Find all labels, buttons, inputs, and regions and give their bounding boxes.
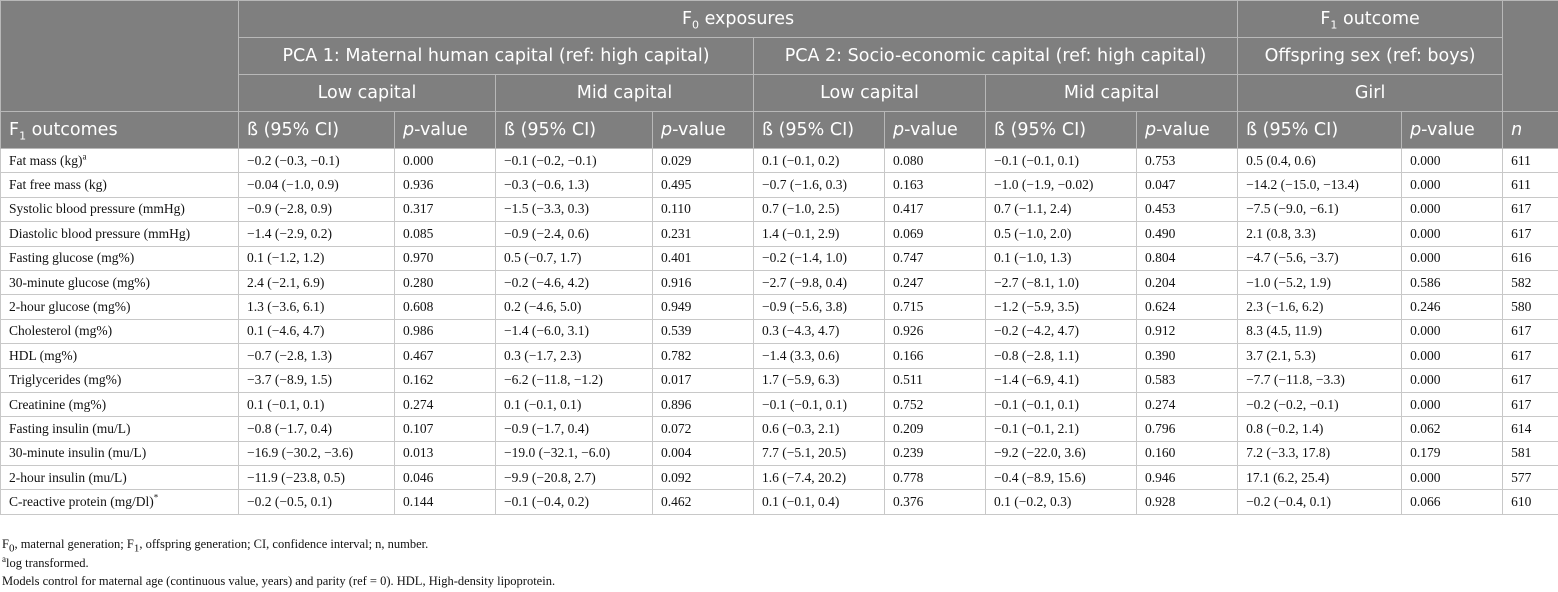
p-value-cell: 0.274 bbox=[395, 392, 496, 416]
footnote-log-transformed: $^a$log transformed. bbox=[2, 553, 89, 570]
beta-ci-cell: −0.2 (−0.5, 0.1) bbox=[239, 490, 395, 514]
beta-ci-cell: −0.8 (−1.7, 0.4) bbox=[239, 417, 395, 441]
beta-ci-cell: −0.4 (−8.9, 15.6) bbox=[986, 466, 1137, 490]
n-column-header: n bbox=[1503, 112, 1558, 149]
outcome-label: Fat mass (kg) bbox=[9, 152, 83, 168]
p-value-cell: 0.000 bbox=[1402, 392, 1503, 416]
beta-ci-cell: −3.7 (−8.9, 1.5) bbox=[239, 368, 395, 392]
outcome-label: Fasting insulin (mu/L) bbox=[9, 420, 131, 436]
outcome-label: C-reactive protein (mg/Dl) bbox=[9, 494, 154, 510]
beta-ci-cell: 0.5 (0.4, 0.6) bbox=[1238, 149, 1402, 173]
outcome-label-cell bbox=[1, 197, 239, 221]
beta-ci-cell: −0.8 (−2.8, 1.1) bbox=[986, 344, 1137, 368]
p-value-cell: 0.231 bbox=[653, 222, 754, 246]
beta-ci-cell: 1.4 (−0.1, 2.9) bbox=[754, 222, 885, 246]
f1-outcomes-column-header: $F_1$ outcomes bbox=[1, 112, 239, 149]
beta-ci-cell: −7.7 (−11.8, −3.3) bbox=[1238, 368, 1402, 392]
table-row bbox=[1, 270, 1558, 294]
beta-ci-cell: −0.2 (−1.4, 1.0) bbox=[754, 246, 885, 270]
outcome-label-cell bbox=[1, 441, 239, 465]
beta-ci-cell: 0.5 (−0.7, 1.7) bbox=[496, 246, 653, 270]
f1-outcome-header: $F_1$ outcome bbox=[1238, 1, 1503, 38]
beta-ci-cell: 8.3 (4.5, 11.9) bbox=[1238, 319, 1402, 343]
p-value-cell: 0.376 bbox=[885, 490, 986, 514]
beta-column-header: ß (95% CI) bbox=[986, 112, 1137, 149]
footnote-marker: * bbox=[153, 492, 159, 503]
outcome-label-cell bbox=[1, 270, 239, 294]
beta-ci-cell: 2.1 (0.8, 3.3) bbox=[1238, 222, 1402, 246]
beta-ci-cell: −0.2 (−4.2, 4.7) bbox=[986, 319, 1137, 343]
beta-ci-cell: −0.1 (−0.4, 0.2) bbox=[496, 490, 653, 514]
n-cell: 580 bbox=[1503, 295, 1558, 319]
p-value-cell: 0.239 bbox=[885, 441, 986, 465]
p-value-cell: 0.163 bbox=[885, 173, 986, 197]
beta-ci-cell: 0.1 (−4.6, 4.7) bbox=[239, 319, 395, 343]
p-value-cell: 0.782 bbox=[653, 344, 754, 368]
p-value-cell: 0.000 bbox=[1402, 466, 1503, 490]
p-value-cell: 0.209 bbox=[885, 417, 986, 441]
beta-ci-cell: −11.9 (−23.8, 0.5) bbox=[239, 466, 395, 490]
p-value-cell: 0.110 bbox=[653, 197, 754, 221]
p-value-cell: 0.004 bbox=[653, 441, 754, 465]
table-row bbox=[1, 466, 1558, 490]
outcome-label-cell bbox=[1, 222, 239, 246]
p-value-cell: 0.949 bbox=[653, 295, 754, 319]
beta-ci-cell: 0.1 (−0.1, 0.1) bbox=[496, 392, 653, 416]
p-value-column-header: p-value bbox=[395, 112, 496, 149]
beta-ci-cell: 0.8 (−0.2, 1.4) bbox=[1238, 417, 1402, 441]
p-value-cell: 0.804 bbox=[1137, 246, 1238, 270]
beta-ci-cell: 0.2 (−4.6, 5.0) bbox=[496, 295, 653, 319]
outcome-label-cell bbox=[1, 417, 239, 441]
beta-ci-cell: −19.0 (−32.1, −6.0) bbox=[496, 441, 653, 465]
p-value-cell: 0.246 bbox=[1402, 295, 1503, 319]
n-cell: 582 bbox=[1503, 270, 1558, 294]
outcome-label: Systolic blood pressure (mmHg) bbox=[9, 201, 185, 217]
p-value-cell: 0.778 bbox=[885, 466, 986, 490]
p-value-cell: 0.162 bbox=[395, 368, 496, 392]
beta-ci-cell: −0.9 (−5.6, 3.8) bbox=[754, 295, 885, 319]
outcome-label: 2-hour insulin (mu/L) bbox=[9, 469, 127, 485]
outcome-label: 2-hour glucose (mg%) bbox=[9, 299, 131, 315]
n-cell: 617 bbox=[1503, 368, 1558, 392]
beta-ci-cell: −1.4 (3.3, 0.6) bbox=[754, 344, 885, 368]
n-cell: 611 bbox=[1503, 149, 1558, 173]
outcome-label-cell bbox=[1, 466, 239, 490]
p-value-cell: 0.752 bbox=[885, 392, 986, 416]
p-value-cell: 0.066 bbox=[1402, 490, 1503, 514]
p-value-cell: 0.000 bbox=[1402, 197, 1503, 221]
table-row bbox=[1, 392, 1558, 416]
p-value-cell: 0.013 bbox=[395, 441, 496, 465]
beta-ci-cell: 17.1 (6.2, 25.4) bbox=[1238, 466, 1402, 490]
beta-ci-cell: −0.9 (−2.8, 0.9) bbox=[239, 197, 395, 221]
beta-ci-cell: 0.6 (−0.3, 2.1) bbox=[754, 417, 885, 441]
pca1-low-capital-header: Low capital bbox=[239, 75, 496, 112]
p-value-cell: 0.072 bbox=[653, 417, 754, 441]
beta-ci-cell: −0.2 (−0.2, −0.1) bbox=[1238, 392, 1402, 416]
p-value-cell: 0.390 bbox=[1137, 344, 1238, 368]
p-value-cell: 0.029 bbox=[653, 149, 754, 173]
p-value-cell: 0.753 bbox=[1137, 149, 1238, 173]
p-value-cell: 0.986 bbox=[395, 319, 496, 343]
p-value-cell: 0.317 bbox=[395, 197, 496, 221]
p-value-cell: 0.796 bbox=[1137, 417, 1238, 441]
p-value-cell: 0.000 bbox=[1402, 222, 1503, 246]
p-value-cell: 0.062 bbox=[1402, 417, 1503, 441]
outcome-label: HDL (mg%) bbox=[9, 347, 78, 363]
p-value-cell: 0.467 bbox=[395, 344, 496, 368]
p-value-cell: 0.624 bbox=[1137, 295, 1238, 319]
outcome-label: Triglycerides (mg%) bbox=[9, 372, 122, 388]
beta-ci-cell: −9.2 (−22.0, 3.6) bbox=[986, 441, 1137, 465]
p-value-cell: 0.495 bbox=[653, 173, 754, 197]
outcome-label-cell bbox=[1, 368, 239, 392]
beta-ci-cell: −14.2 (−15.0, −13.4) bbox=[1238, 173, 1402, 197]
p-value-cell: 0.000 bbox=[1402, 368, 1503, 392]
beta-ci-cell: −0.3 (−0.6, 1.3) bbox=[496, 173, 653, 197]
beta-ci-cell: −2.7 (−9.8, 0.4) bbox=[754, 270, 885, 294]
beta-ci-cell: 0.1 (−1.2, 1.2) bbox=[239, 246, 395, 270]
p-value-cell: 0.085 bbox=[395, 222, 496, 246]
outcome-label-cell bbox=[1, 246, 239, 270]
beta-ci-cell: 0.1 (−0.1, 0.4) bbox=[754, 490, 885, 514]
n-cell: 617 bbox=[1503, 197, 1558, 221]
p-value-cell: 0.069 bbox=[885, 222, 986, 246]
beta-ci-cell: −1.4 (−2.9, 0.2) bbox=[239, 222, 395, 246]
footnote-marker: a bbox=[82, 151, 87, 162]
beta-ci-cell: −0.2 (−0.4, 0.1) bbox=[1238, 490, 1402, 514]
p-value-cell: 0.916 bbox=[653, 270, 754, 294]
p-value-cell: 0.000 bbox=[1402, 319, 1503, 343]
pca2-low-capital-header: Low capital bbox=[754, 75, 986, 112]
table-row bbox=[1, 197, 1558, 221]
beta-ci-cell: −0.1 (−0.1, 2.1) bbox=[986, 417, 1137, 441]
beta-ci-cell: 0.1 (−0.1, 0.2) bbox=[754, 149, 885, 173]
p-value-cell: 0.970 bbox=[395, 246, 496, 270]
beta-ci-cell: −1.4 (−6.9, 4.1) bbox=[986, 368, 1137, 392]
beta-ci-cell: 1.6 (−7.4, 20.2) bbox=[754, 466, 885, 490]
pca2-mid-capital-header: Mid capital bbox=[986, 75, 1238, 112]
table-row bbox=[1, 344, 1558, 368]
outcome-label: Cholesterol (mg%) bbox=[9, 323, 113, 339]
p-value-column-header: p-value bbox=[653, 112, 754, 149]
p-value-cell: 0.080 bbox=[885, 149, 986, 173]
outcome-label-cell bbox=[1, 295, 239, 319]
p-value-cell: 0.092 bbox=[653, 466, 754, 490]
p-value-cell: 0.107 bbox=[395, 417, 496, 441]
beta-ci-cell: 0.5 (−1.0, 2.0) bbox=[986, 222, 1137, 246]
beta-column-header: ß (95% CI) bbox=[754, 112, 885, 149]
p-value-cell: 0.896 bbox=[653, 392, 754, 416]
p-value-cell: 0.583 bbox=[1137, 368, 1238, 392]
p-value-cell: 0.462 bbox=[653, 490, 754, 514]
table-row bbox=[1, 368, 1558, 392]
beta-ci-cell: −16.9 (−30.2, −3.6) bbox=[239, 441, 395, 465]
p-value-cell: 0.000 bbox=[1402, 344, 1503, 368]
beta-ci-cell: −4.7 (−5.6, −3.7) bbox=[1238, 246, 1402, 270]
p-value-cell: 0.204 bbox=[1137, 270, 1238, 294]
p-value-cell: 0.046 bbox=[395, 466, 496, 490]
beta-ci-cell: 3.7 (2.1, 5.3) bbox=[1238, 344, 1402, 368]
p-value-cell: 0.453 bbox=[1137, 197, 1238, 221]
p-value-cell: 0.946 bbox=[1137, 466, 1238, 490]
outcome-label: 30-minute glucose (mg%) bbox=[9, 274, 150, 290]
p-value-cell: 0.747 bbox=[885, 246, 986, 270]
beta-ci-cell: −9.9 (−20.8, 2.7) bbox=[496, 466, 653, 490]
beta-ci-cell: −0.2 (−0.3, −0.1) bbox=[239, 149, 395, 173]
table-row bbox=[1, 246, 1558, 270]
beta-ci-cell: 0.3 (−4.3, 4.7) bbox=[754, 319, 885, 343]
beta-ci-cell: −7.5 (−9.0, −6.1) bbox=[1238, 197, 1402, 221]
beta-ci-cell: 7.7 (−5.1, 20.5) bbox=[754, 441, 885, 465]
beta-ci-cell: −1.0 (−5.2, 1.9) bbox=[1238, 270, 1402, 294]
beta-ci-cell: −0.9 (−1.7, 0.4) bbox=[496, 417, 653, 441]
outcome-label: Creatinine (mg%) bbox=[9, 396, 107, 412]
beta-ci-cell: 0.3 (−1.7, 2.3) bbox=[496, 344, 653, 368]
beta-ci-cell: 0.1 (−0.2, 0.3) bbox=[986, 490, 1137, 514]
outcome-label: Diastolic blood pressure (mmHg) bbox=[9, 225, 191, 241]
n-cell: 577 bbox=[1503, 466, 1558, 490]
p-value-cell: 0.417 bbox=[885, 197, 986, 221]
beta-column-header: ß (95% CI) bbox=[1238, 112, 1402, 149]
outcome-label-cell bbox=[1, 319, 239, 343]
p-value-cell: 0.586 bbox=[1402, 270, 1503, 294]
p-value-cell: 0.179 bbox=[1402, 441, 1503, 465]
p-value-column-header: p-value bbox=[1402, 112, 1503, 149]
beta-ci-cell: −1.5 (−3.3, 0.3) bbox=[496, 197, 653, 221]
outcome-label: Fat free mass (kg) bbox=[9, 177, 107, 193]
outcome-label: Fasting glucose (mg%) bbox=[9, 250, 135, 266]
p-value-cell: 0.017 bbox=[653, 368, 754, 392]
p-value-cell: 0.608 bbox=[395, 295, 496, 319]
beta-ci-cell: 0.7 (−1.1, 2.4) bbox=[986, 197, 1137, 221]
n-cell: 616 bbox=[1503, 246, 1558, 270]
outcome-label-cell bbox=[1, 392, 239, 416]
p-value-cell: 0.490 bbox=[1137, 222, 1238, 246]
beta-ci-cell: −0.9 (−2.4, 0.6) bbox=[496, 222, 653, 246]
table-row bbox=[1, 222, 1558, 246]
p-value-cell: 0.247 bbox=[885, 270, 986, 294]
p-value-cell: 0.000 bbox=[1402, 149, 1503, 173]
table-row bbox=[1, 490, 1558, 514]
beta-ci-cell: −0.1 (−0.2, −0.1) bbox=[496, 149, 653, 173]
beta-ci-cell: 1.3 (−3.6, 6.1) bbox=[239, 295, 395, 319]
beta-ci-cell: 0.1 (−0.1, 0.1) bbox=[239, 392, 395, 416]
table-footnotes bbox=[2, 535, 555, 591]
footnote-abbreviations: $F_0$, maternal generation; $F_1$, offspring generation; CI, confidence interval; n, number. bbox=[2, 537, 429, 555]
p-value-cell: 0.160 bbox=[1137, 441, 1238, 465]
n-cell: 614 bbox=[1503, 417, 1558, 441]
n-cell: 581 bbox=[1503, 441, 1558, 465]
beta-ci-cell: 7.2 (−3.3, 17.8) bbox=[1238, 441, 1402, 465]
outcome-label-cell bbox=[1, 149, 239, 173]
p-value-cell: 0.000 bbox=[395, 149, 496, 173]
f0-exposures-header: $F_0$ exposures bbox=[239, 1, 1238, 38]
beta-ci-cell: −1.4 (−6.0, 3.1) bbox=[496, 319, 653, 343]
girl-header: Girl bbox=[1238, 75, 1503, 112]
p-value-cell: 0.280 bbox=[395, 270, 496, 294]
n-cell: 617 bbox=[1503, 344, 1558, 368]
p-value-column-header: p-value bbox=[1137, 112, 1238, 149]
beta-column-header: ß (95% CI) bbox=[239, 112, 395, 149]
outcome-label: 30-minute insulin (mu/L) bbox=[9, 445, 147, 461]
n-cell: 611 bbox=[1503, 173, 1558, 197]
footnote-models: Models control for maternal age (continuous value, years) and parity (ref = 0). HDL, High-density lipoprotein. bbox=[2, 574, 556, 588]
beta-ci-cell: −1.2 (−5.9, 3.5) bbox=[986, 295, 1137, 319]
p-value-cell: 0.274 bbox=[1137, 392, 1238, 416]
beta-ci-cell: −0.1 (−0.1, 0.1) bbox=[754, 392, 885, 416]
table-row bbox=[1, 441, 1558, 465]
n-cell: 617 bbox=[1503, 222, 1558, 246]
table-row bbox=[1, 319, 1558, 343]
n-header-blank bbox=[1503, 1, 1558, 112]
beta-ci-cell: 1.7 (−5.9, 6.3) bbox=[754, 368, 885, 392]
table-row bbox=[1, 417, 1558, 441]
beta-ci-cell: 0.1 (−1.0, 1.3) bbox=[986, 246, 1137, 270]
n-cell: 617 bbox=[1503, 319, 1558, 343]
p-value-cell: 0.047 bbox=[1137, 173, 1238, 197]
beta-ci-cell: −0.7 (−2.8, 1.3) bbox=[239, 344, 395, 368]
beta-ci-cell: −0.1 (−0.1, 0.1) bbox=[986, 149, 1137, 173]
beta-ci-cell: −0.2 (−4.6, 4.2) bbox=[496, 270, 653, 294]
n-cell: 617 bbox=[1503, 392, 1558, 416]
table-body bbox=[1, 149, 1558, 515]
p-value-cell: 0.928 bbox=[1137, 490, 1238, 514]
beta-ci-cell: 0.7 (−1.0, 2.5) bbox=[754, 197, 885, 221]
p-value-cell: 0.000 bbox=[1402, 173, 1503, 197]
p-value-cell: 0.511 bbox=[885, 368, 986, 392]
beta-ci-cell: −1.0 (−1.9, −0.02) bbox=[986, 173, 1137, 197]
p-value-cell: 0.912 bbox=[1137, 319, 1238, 343]
beta-ci-cell: −0.7 (−1.6, 0.3) bbox=[754, 173, 885, 197]
beta-ci-cell: −0.1 (−0.1, 0.1) bbox=[986, 392, 1137, 416]
beta-ci-cell: −6.2 (−11.8, −1.2) bbox=[496, 368, 653, 392]
beta-ci-cell: 2.3 (−1.6, 6.2) bbox=[1238, 295, 1402, 319]
table-row bbox=[1, 173, 1558, 197]
p-value-column-header: p-value bbox=[885, 112, 986, 149]
table-row bbox=[1, 295, 1558, 319]
n-cell: 610 bbox=[1503, 490, 1558, 514]
outcome-label-cell bbox=[1, 490, 239, 514]
p-value-cell: 0.936 bbox=[395, 173, 496, 197]
beta-ci-cell: −2.7 (−8.1, 1.0) bbox=[986, 270, 1137, 294]
pca2-header: PCA 2: Socio-economic capital (ref: high capital) bbox=[754, 38, 1238, 75]
p-value-cell: 0.401 bbox=[653, 246, 754, 270]
p-value-cell: 0.539 bbox=[653, 319, 754, 343]
p-value-cell: 0.000 bbox=[1402, 246, 1503, 270]
offspring-sex-header: Offspring sex (ref: boys) bbox=[1238, 38, 1503, 75]
p-value-cell: 0.144 bbox=[395, 490, 496, 514]
outcome-label-cell bbox=[1, 344, 239, 368]
beta-ci-cell: −0.04 (−1.0, 0.9) bbox=[239, 173, 395, 197]
pca1-header: PCA 1: Maternal human capital (ref: high capital) bbox=[239, 38, 754, 75]
p-value-cell: 0.166 bbox=[885, 344, 986, 368]
beta-column-header: ß (95% CI) bbox=[496, 112, 653, 149]
table-row bbox=[1, 149, 1558, 173]
p-value-cell: 0.715 bbox=[885, 295, 986, 319]
beta-ci-cell: 2.4 (−2.1, 6.9) bbox=[239, 270, 395, 294]
pca1-mid-capital-header: Mid capital bbox=[496, 75, 754, 112]
outcome-label-cell bbox=[1, 173, 239, 197]
corner-cell bbox=[1, 1, 239, 112]
p-value-cell: 0.926 bbox=[885, 319, 986, 343]
